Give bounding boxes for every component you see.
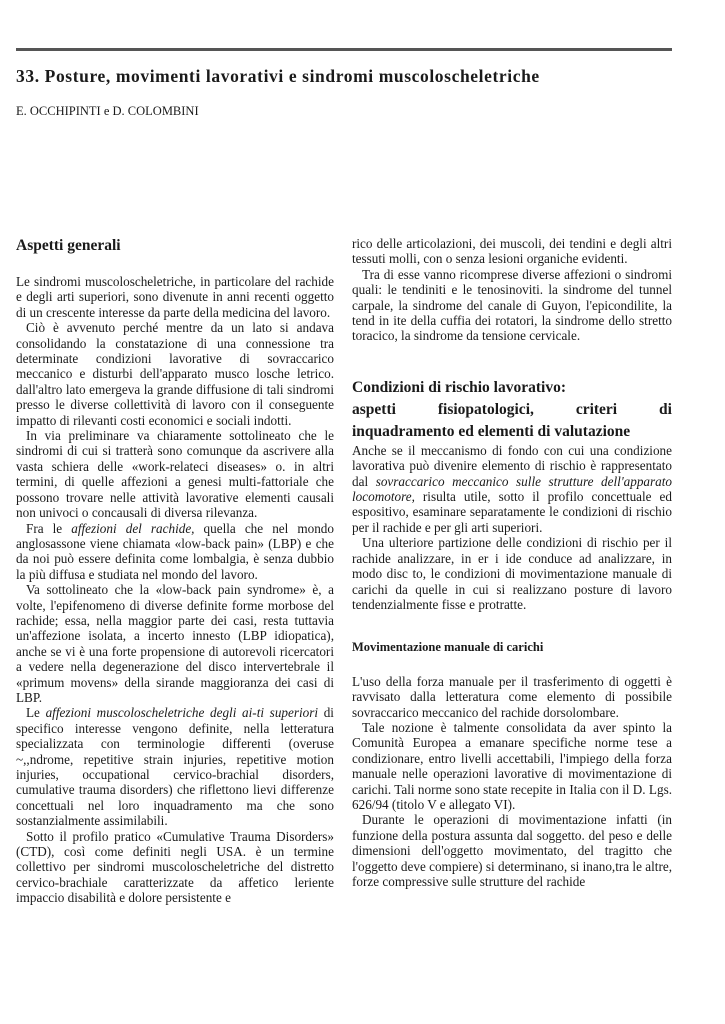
paragraph: Tale nozione è talmente consolidata da aver spinto la Comunità Europea a emanare specifiche norme tese a condizionare, entro livelli accettabili, l'impiego della forza manuale nelle operazioni lavorative di movimentazione di carichi. Tali norme sono state recepite in Italia con il D. Lgs. 626/94 (titolo V e allegato VI). (352, 719, 672, 812)
top-rule (16, 48, 672, 51)
paragraph: Tra di esse vanno ricomprese diverse affezioni o sindromi quali: le tendiniti e le tenosinoviti. la sindrome del tunnel carpale, la sindrome del canale di Guyon, l'epicondilite, la tend in ite della cuffia dei rotatori, la sindrome dello stretto toracico, la sindrome da tensione cervicale. (352, 266, 672, 344)
paragraph: Anche se il meccanismo di fondo con cui una condizione lavorativa può divenire elemento di rischio è rappresentato dal sovraccarico meccanico sulle strutture dell'apparato locomotore, risulta utile, sotto il profilo concettuale ed espositivo, esaminare separatamente le condizioni di rischio per il rachide e per gli arti superiori. (352, 442, 672, 535)
paragraph: Durante le operazioni di movimentazione infatti (in funzione della postura assunta dal soggetto. del peso e delle dimensioni dell'oggetto movimentato, del tragitto che l'oggetto deve compiere) si determinano, si inano,tra le altre, forze compressive sulle strutture del rachide (352, 812, 672, 889)
paragraph: rico delle articolazioni, dei muscoli, dei tendini e degli altri tessuti molli, con o senza lesioni organiche evidenti. (352, 236, 672, 267)
paragraph: Sotto il profilo pratico «Cumulative Trauma Disorders» (CTD), così come definiti negli USA. è un termine collettivo per sindromi muscoloscheletriche del distretto cervico-brachiale caratterizzate da affetico leriente impaccio disabilità e dolore persistente e (16, 828, 334, 906)
paragraph: L'uso della forza manuale per il trasferimento di oggetti è ravvisato dalla letteratura come elemento di possibile sovraccarico meccanico del rachide dorsolombare. (352, 673, 672, 720)
paragraph: Le sindromi muscoloscheletriche, in particolare del rachide e degli arti superiori, sono divenute in anni recenti oggetto di un crescente interesse da parte della medicina del lavoro. (16, 274, 334, 320)
paragraph: Le affezioni muscoloscheletriche degli ai-ti superiori di specifico interesse vengono definite, nella letteratura specializzata con terminologie differenti (overuse ~,,ndrome, repetitive strain injuries, repetitive motion injuries, occupational cervico-brachial disorders, cumulative trauma disorders) che riflettono lievi differenze concettuali nel loro inquadramento ma che sono sostanzialmente assimilabili. (16, 705, 334, 829)
section-heading-aspetti-generali: Aspetti generali (16, 237, 121, 254)
left-column (16, 236, 334, 906)
paragraph: In via preliminare va chiaramente sottolineato che le sindromi di cui si tratterà sono comunque da ascrivere alla vasta schiera delle «work-relateci diseases» o. in altri termini, di quelle affezioni a genesi multi-fattoriale che possono trovare nelle attività lavorative elementi causali non univoci o concausali di diversa rilevanza. (16, 428, 334, 521)
chapter-title: 33. Posture, movimenti lavorativi e sindromi muscoloscheletriche (16, 66, 540, 86)
subsection-heading-movimentazione: Movimentazione manuale di carichi (352, 640, 544, 655)
paragraph: Va sottolineato che la «low-back pain syndrome» è, a volte, l'epifenomeno di diverse definite forme morbose del rachide; essa, nella maggior parte dei casi, resta tuttavia un'affezione isolata, a incerto innesto (LBP idiopatica), anche se vi è una forte propensione di autorevoli ricercatori a vedere nella degenerazione del disco intervertebrale il «primum movens» della sirande maggioranza dei casi di LBP. (16, 582, 334, 705)
paragraph: Ciò è avvenuto perché mentre da un lato si andava consolidando la constatazione di una connessione tra determinate condizioni lavorative di sovraccarico meccanico e disturbi dell'apparato musco losche letrico. dall'altro lato emergeva la grande diffusione di tali sindromi presso le diverse collettività di lavoro con il conseguente impatto di rilevanti costi economici e sociali indotti. (16, 320, 334, 428)
section-heading-condizioni-di-rischio: Condizioni di rischio lavorativo: aspetti fisiopatologici, criteri di inquadramento ed elementi di valutazione (352, 378, 672, 440)
authors: E. OCCHIPINTI e D. COLOMBINI (16, 104, 199, 118)
paragraph: Fra le affezioni del rachide, quella che nel mondo anglosassone viene chiamata «low-back pain» (LBP) e che da noi può essere definita come lombalgia, è senza dubbio la più diffusa e studiata nel mondo del lavoro. (16, 520, 334, 582)
paragraph: Una ulteriore partizione delle condizioni di rischio per il rachide analizzare, in er i ide conduce ad analizzare, in modo disc to, le condizioni di movimentazione manuale di carichi da quelle in cui si realizzano posture di lavoro tendenzialmente fisse e protratte. (352, 535, 672, 612)
right-column (352, 236, 672, 889)
